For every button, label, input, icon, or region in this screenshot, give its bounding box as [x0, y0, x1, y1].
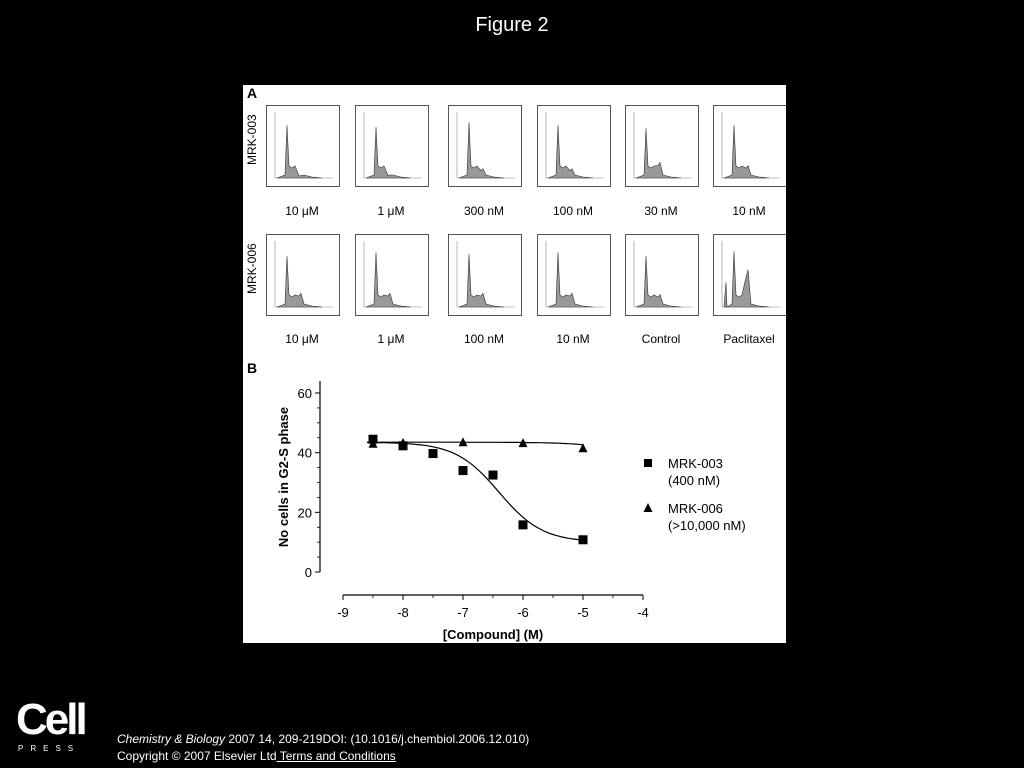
fit-curve-mrk-003	[367, 443, 583, 541]
x-tick-label: -9	[337, 605, 349, 620]
row-label-mrk-003: MRK-003	[245, 114, 259, 165]
histogram-peak	[548, 125, 593, 178]
histogram-1-3	[448, 105, 522, 187]
histogram-peak	[548, 252, 593, 307]
histogram-label: 10 nM	[732, 204, 766, 218]
legend-sublabel: (400 nM)	[668, 473, 721, 488]
histogram-2-4	[537, 234, 611, 316]
terms-link[interactable]: Terms and Conditions	[276, 749, 396, 763]
histogram-label: 1 μM	[377, 332, 405, 346]
histogram-peak	[636, 128, 681, 178]
legend-sublabel: (>10,000 nM)	[668, 518, 746, 533]
legend-label: MRK-003	[668, 456, 723, 471]
logo-word: Cell	[16, 695, 85, 744]
histogram-1-4	[537, 105, 611, 187]
histogram-2-3	[448, 234, 522, 316]
histogram-1-2	[355, 105, 429, 187]
histogram-peak	[724, 251, 769, 307]
histogram-label: 10 μM	[285, 332, 319, 346]
x-tick-label: -8	[397, 605, 409, 620]
histogram-label: 300 nM	[463, 204, 505, 218]
histogram-label: 100 nM	[552, 204, 594, 218]
cell-press-logo	[16, 695, 86, 753]
histogram-1-5	[625, 105, 699, 187]
histogram-peak	[277, 125, 322, 178]
point-mrk-003	[489, 471, 498, 480]
histogram-peak	[724, 125, 769, 178]
x-tick-label: -7	[457, 605, 469, 620]
histogram-label: 10 μM	[285, 204, 319, 218]
histogram-peak	[366, 252, 411, 307]
x-tick-label: -5	[577, 605, 589, 620]
histogram-peak	[366, 127, 411, 178]
point-mrk-003	[429, 449, 438, 458]
y-axis-label: No cells in G2-S phase	[276, 406, 291, 548]
point-mrk-003	[519, 520, 528, 529]
y-tick-label: 20	[297, 505, 312, 521]
histogram-2-1	[266, 234, 340, 316]
legend-label: MRK-006	[668, 501, 723, 516]
figure-title: Figure 2	[475, 14, 549, 36]
x-tick-label: -4	[637, 605, 649, 620]
footer-citation	[117, 731, 529, 765]
y-tick-label: 40	[297, 445, 312, 461]
histogram-label: Paclitaxel	[723, 332, 775, 346]
histogram-1-6	[713, 105, 786, 187]
copyright-text: Copyright © 2007 Elsevier Ltd	[117, 749, 277, 763]
point-mrk-003	[459, 466, 468, 475]
histogram-2-2	[355, 234, 429, 316]
legend-marker-triangle	[644, 503, 653, 512]
panel-b-letter: B	[247, 360, 258, 376]
figure-panel	[243, 85, 786, 643]
x-tick-label: -6	[517, 605, 529, 620]
histogram-2-5	[625, 234, 699, 316]
histogram-label: 30 nM	[644, 204, 678, 218]
histogram-peak	[459, 254, 504, 307]
histogram-2-6	[713, 234, 786, 316]
x-axis-label: [Compound] (M)	[442, 627, 544, 642]
histogram-peak	[459, 122, 504, 178]
histogram-label: 100 nM	[463, 332, 505, 346]
histogram-label: 1 μM	[377, 204, 405, 218]
logo-sub: PRESS	[18, 744, 81, 753]
citation-text: 2007 14, 209-219DOI: (10.1016/j.chembiol.2006.12.010)	[225, 732, 530, 746]
y-tick-label: 0	[304, 565, 312, 580]
histogram-1-1	[266, 105, 340, 187]
histogram-label: Control	[641, 332, 681, 346]
histogram-peak	[277, 256, 322, 307]
legend-marker-square	[644, 459, 652, 467]
point-mrk-003	[579, 535, 588, 544]
row-label-mrk-006: MRK-006	[245, 243, 259, 294]
dose-response-chart	[243, 363, 786, 643]
histogram-label: 10 nM	[556, 332, 590, 346]
histogram-peak	[636, 256, 681, 307]
journal-name: Chemistry & Biology	[117, 732, 226, 746]
panel-a-letter: A	[247, 85, 258, 101]
y-tick-label: 60	[297, 386, 312, 401]
